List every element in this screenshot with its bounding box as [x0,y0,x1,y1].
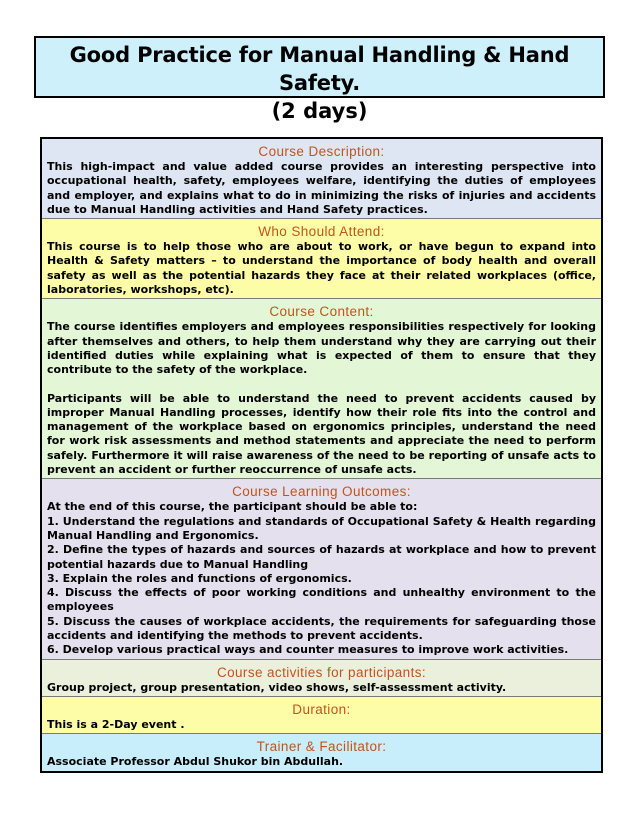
section-heading: Course activities for participants: [216,664,427,680]
section-paragraph: Participants will be able to understand the need to prevent accidents caused by improper Manual Handling processes, identify how their role fits into the control and management of the workplace based on ergonomics principles, understand the need for work risk assessments and method statements and appreciate the need to perform safely. Furthermore it will raise awareness of the need to be reporting of unsafe acts to prevent an accident or further reoccurrence of unsafe acts. [47,391,596,477]
section-paragraph: The course identifies employers and employees responsibilities respectively for looking after themselves and others, to help them understand why they are carrying out their identified duties while explaining what is expected of them to ensure that they contribute to the safety of the workplace. [47,320,596,377]
outcomes-intro: At the end of this course, the participant should be able to: [47,500,418,514]
section-heading: Course Description: [258,144,385,159]
section-text: This course is to help those who are about to work, or have begun to expand into Health & Safety matters – to understand the importance of body health and overall safety as well as the potential hazards they face at their related workplaces (office, laboratories, workshops, etc). [47,240,596,297]
section-heading: Trainer & Facilitator: [256,739,387,755]
outcome-item: 1. Understand the regulations and standards of Occupational Safety & Health regarding Manual Handling and Ergonomics. [47,514,596,542]
course-details-box [40,137,603,773]
section-text: Group project, group presentation, video shows, self-assessment activity. [47,680,507,694]
page-subtitle-duration: (2 days) [271,99,368,123]
section-course-description [42,139,601,218]
section-who-should-attend [42,218,601,298]
section-duration [42,696,601,733]
section-trainer [42,733,601,770]
section-heading: Course Content: [269,304,374,320]
outcome-item: 2. Define the types of hazards and sources of hazards at workplace and how to prevent potential hazards due to Manual Handling [47,543,596,571]
section-heading: Course Learning Outcomes: [232,484,411,500]
section-text: Associate Professor Abdul Shukor bin Abdullah. [47,755,344,769]
section-text: This is a 2-Day event . [47,717,185,731]
section-text: This high-impact and value added course provides an interesting perspective into occupational health, safety, employees welfare, identifying the duties of employees and employer, and explains what to do in minimizing the risks of injuries and accidents due to Manual Handling activities and Hand Safety practices. [47,160,596,216]
outcome-item: 5. Discuss the causes of workplace accidents, the requirements for safeguarding those accidents and identifying the methods to prevent accidents. [47,614,596,643]
section-course-content [42,298,601,478]
section-course-activities [42,659,601,696]
section-learning-outcomes [42,478,601,658]
page-title: Good Practice for Manual Handling & Hand Safety. [69,43,570,95]
outcome-item: 4. Discuss the effects of poor working conditions and unhealthy environment to the employees [47,586,596,614]
section-heading: Duration: [292,701,351,717]
outcome-item: 6. Develop various practical ways and counter measures to improve work activities. [47,643,569,657]
title-box [34,36,605,123]
outcome-item: 3. Explain the roles and functions of ergonomics. [47,571,352,585]
section-heading: Who Should Attend: [258,224,385,240]
